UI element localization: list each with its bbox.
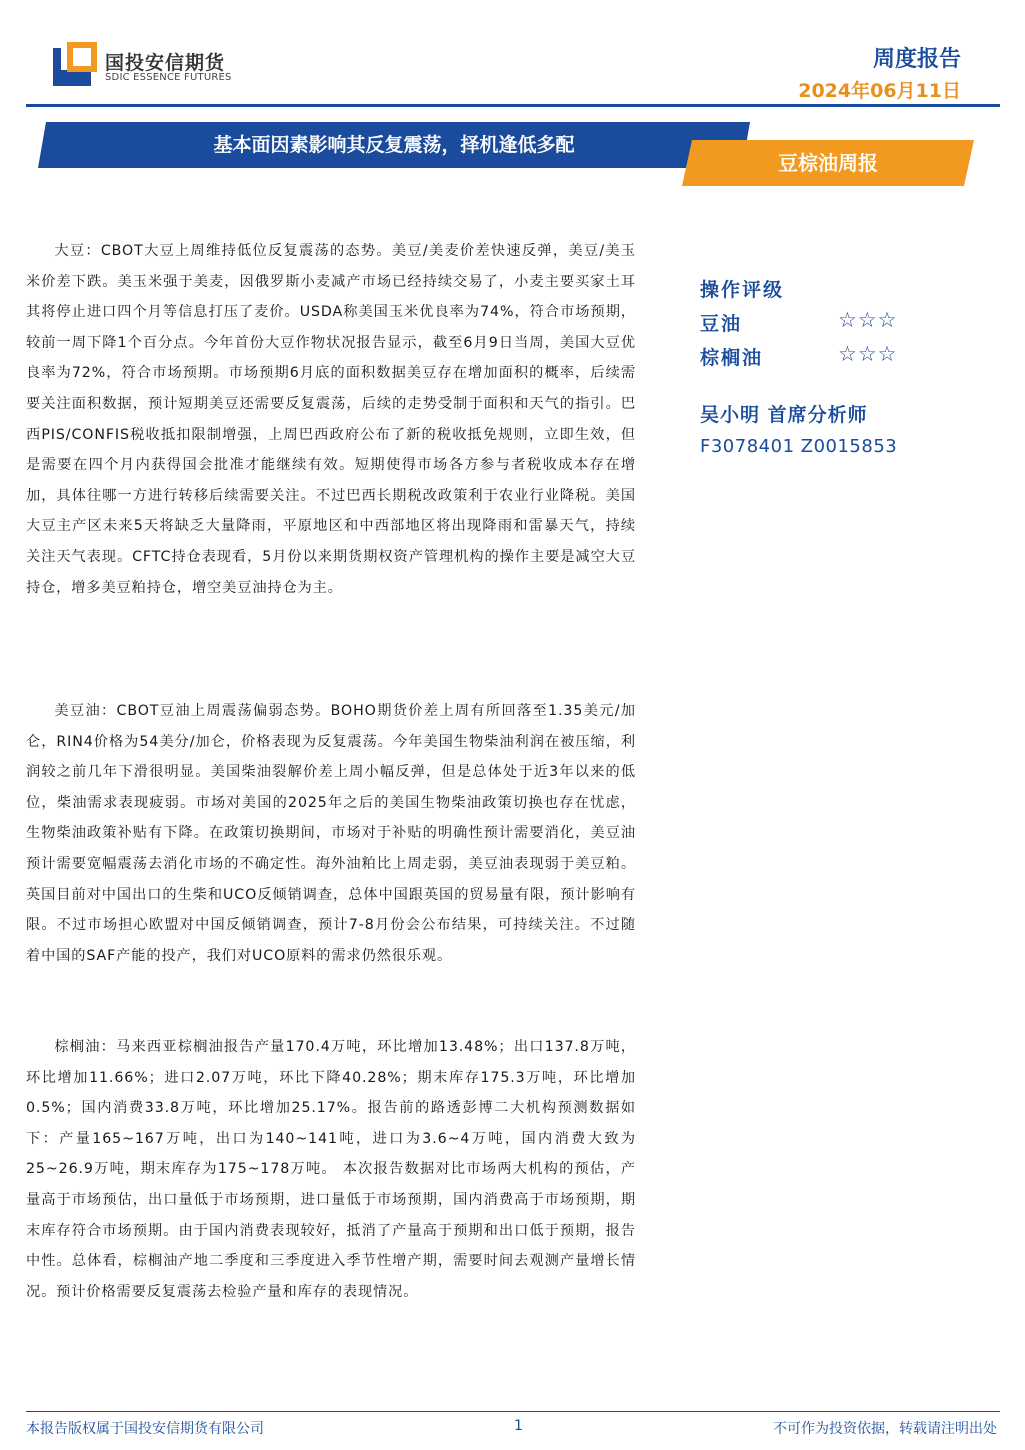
- rating-name: 棕榈油: [700, 347, 764, 369]
- report-date: 2024年06月11日: [798, 80, 961, 102]
- company-logo: [53, 42, 243, 88]
- report-title: 基本面因素影响其反复震荡，择机逢低多配: [213, 134, 575, 156]
- page-number: 1: [514, 1418, 523, 1434]
- star-rating-icon: ☆☆☆: [838, 342, 898, 366]
- rating-row-palm-oil: [700, 343, 910, 373]
- star-rating-icon: ☆☆☆: [838, 308, 898, 332]
- category-label: 豆棕油周报: [778, 151, 878, 175]
- header-divider: [26, 104, 1000, 107]
- footer-divider: [26, 1411, 1000, 1412]
- title-banner: [38, 122, 750, 168]
- report-type: 周度报告: [872, 47, 961, 72]
- rating-row-soyoil: [700, 309, 910, 339]
- soybean-paragraph: 大豆：CBOT大豆上周维持低位反复震荡的态势。美豆/美麦价差快速反弹，美豆/美玉米价差下跌。美玉米强于美麦，因俄罗斯小麦减产市场已经持续交易了，小麦主要买家土耳其将停止进口四个月等信息打压了麦价。USDA称美国玉米优良率为74%，符合市场预期，较前一周下降1个百分点。今年首份大豆作物状况报告显示，截至6月9日当周，美国大豆优良率为72%，符合市场预期。市场预期6月底的面积数据美豆存在增加面积的概率，后续需要关注面积数据，预计短期美豆还需要反复震荡，后续的走势受制于面积和天气的指引。巴西PIS/CONFIS税收抵扣限制增强，上周巴西政府公布了新的税收抵免规则，立即生效，但是需要在四个月内获得国会批准才能继续有效。短期使得市场各方参与者税收成本存在增加，具体往哪一方进行转移后续需要关注。不过巴西长期税改政策利于农业行业降税。美国大豆主产区未来5天将缺乏大量降雨，平原地区和中西部地区将出现降雨和雷暴天气，持续关注天气表现。CFTC持仓表现看，5月份以来期货期权资产管理机构的操作主要是减空大豆持仓，增多美豆粕持仓，增空美豆油持仓为主。: [26, 243, 636, 596]
- logo-english-name: SDIC ESSENCE FUTURES: [105, 72, 232, 83]
- footer-disclaimer: 不可作为投资依据，转载请注明出处: [773, 1421, 997, 1437]
- rating-heading: 操作评级: [700, 279, 785, 301]
- category-banner: [682, 140, 974, 186]
- logo-mark-icon: [53, 42, 97, 86]
- footer-copyright: 本报告版权属于国投安信期货有限公司: [26, 1421, 264, 1437]
- analyst-name: 吴小明 首席分析师: [700, 404, 868, 426]
- logo-chinese-name: 国投安信期货: [105, 52, 226, 74]
- rating-name: 豆油: [700, 313, 743, 335]
- analyst-license-ids: F3078401 Z0015853: [700, 436, 898, 457]
- us-soyoil-paragraph: 美豆油：CBOT豆油上周震荡偏弱态势。BOHO期货价差上周有所回落至1.35美元/加仑，RIN4价格为54美分/加仑，价格表现为反复震荡。今年美国生物柴油利润在被压缩，利润较之前几年下滑很明显。美国柴油裂解价差上周小幅反弹，但是总体处于近3年以来的低位，柴油需求表现疲弱。市场对美国的2025年之后的美国生物柴油政策切换也存在忧虑，生物柴油政策补贴有下降。在政策切换期间，市场对于补贴的明确性预计需要消化，美豆油预计需要宽幅震荡去消化市场的不确定性。海外油粕比上周走弱，美豆油表现弱于美豆粕。英国目前对中国出口的生柴和UCO反倾销调查，总体中国跟英国的贸易量有限，预计影响有限。不过市场担心欧盟对中国反倾销调查，预计7-8月份会公布结果，可持续关注。不过随着中国的SAF产能的投产，我们对UCO原料的需求仍然很乐观。: [26, 703, 636, 964]
- palm-oil-paragraph: 棕榈油：马来西亚棕榈油报告产量170.4万吨，环比增加13.48%；出口137.8万吨，环比增加11.66%；进口2.07万吨，环比下降40.28%；期末库存175.3万吨，环比增加0.5%；国内消费33.8万吨，环比增加25.17%。报告前的路透彭博二大机构预测数据如下：产量165~167万吨，出口为140~141吨，进口为3.6~4万吨，国内消费大致为25~26.9万吨，期末库存为175~178万吨。 本次报告数据对比市场两大机构的预估，产量高于市场预估，出口量低于市场预期，进口量低于市场预期，国内消费高于市场预期，期末库存符合市场预期。由于国内消费表现较好，抵消了产量高于预期和出口低于预期，报告中性。总体看，棕榈油产地二季度和三季度进入季节性增产期，需要时间去观测产量增长情况。预计价格需要反复震荡去检验产量和库存的表现情况。: [26, 1039, 636, 1300]
